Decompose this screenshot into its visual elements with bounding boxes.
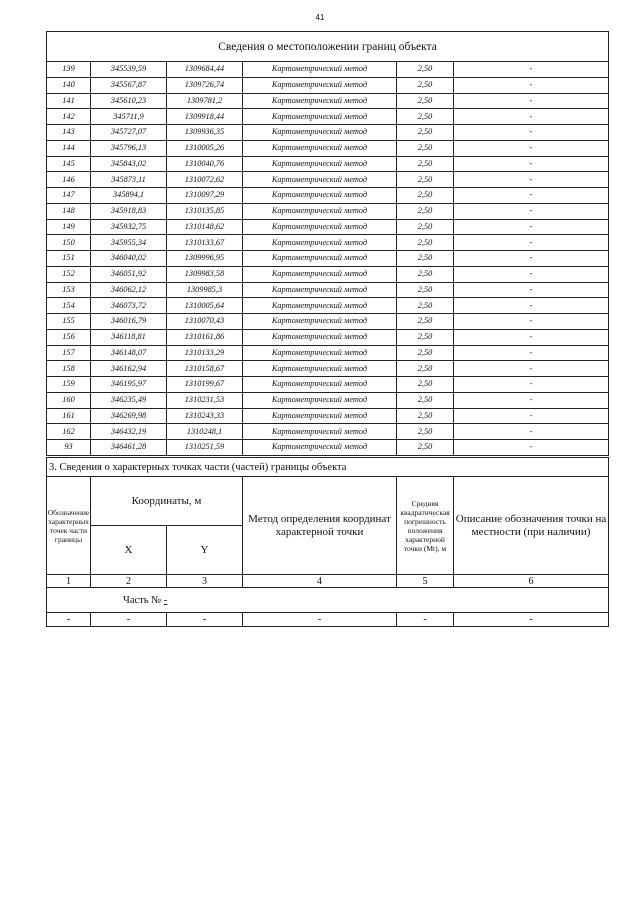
table-row — [47, 314, 609, 330]
method: Картометрический метод — [243, 361, 397, 377]
empty-cell: - — [91, 613, 167, 627]
mt-value: 2,50 — [397, 377, 454, 393]
coord-y: 1310133,29 — [167, 345, 243, 361]
method: Картометрический метод — [243, 235, 397, 251]
point-number: 151 — [47, 251, 91, 267]
method: Картометрический метод — [243, 62, 397, 78]
column-number: 2 — [91, 575, 167, 588]
method: Картометрический метод — [243, 392, 397, 408]
description: - — [454, 345, 609, 361]
column-number: 6 — [454, 575, 609, 588]
coord-x: 346235,49 — [91, 392, 167, 408]
page-number: 41 — [315, 13, 325, 22]
point-number: 142 — [47, 109, 91, 125]
coord-x: 345539,59 — [91, 62, 167, 78]
mt-value: 2,50 — [397, 172, 454, 188]
table-row — [47, 329, 609, 345]
point-number: 155 — [47, 314, 91, 330]
coord-y: 1310158,67 — [167, 361, 243, 377]
method: Картометрический метод — [243, 424, 397, 440]
description: - — [454, 140, 609, 156]
table-row — [47, 62, 609, 78]
coord-y: 1309985,3 — [167, 282, 243, 298]
description: - — [454, 235, 609, 251]
method: Картометрический метод — [243, 77, 397, 93]
table-row — [47, 219, 609, 235]
coord-y: 1309983,58 — [167, 266, 243, 282]
point-number: 156 — [47, 329, 91, 345]
table-row — [47, 77, 609, 93]
coord-y: 1309684,44 — [167, 62, 243, 78]
empty-cell: - — [167, 613, 243, 627]
table-row — [47, 298, 609, 314]
coord-x: 346269,98 — [91, 408, 167, 424]
header-coordinates: Координаты, м — [91, 477, 243, 526]
description: - — [454, 392, 609, 408]
part-value: - — [163, 594, 168, 606]
point-number: 145 — [47, 156, 91, 172]
method: Картометрический метод — [243, 314, 397, 330]
description: - — [454, 125, 609, 141]
coord-y: 1310135,85 — [167, 203, 243, 219]
method: Картометрический метод — [243, 345, 397, 361]
point-number: 159 — [47, 377, 91, 393]
method: Картометрический метод — [243, 282, 397, 298]
point-number: 144 — [47, 140, 91, 156]
mt-value: 2,50 — [397, 109, 454, 125]
description: - — [454, 219, 609, 235]
coord-y: 1310199,67 — [167, 377, 243, 393]
method: Картометрический метод — [243, 188, 397, 204]
coord-x: 345918,83 — [91, 203, 167, 219]
description: - — [454, 329, 609, 345]
method: Картометрический метод — [243, 156, 397, 172]
table-row — [47, 251, 609, 267]
mt-value: 2,50 — [397, 125, 454, 141]
description: - — [454, 298, 609, 314]
table-row — [47, 125, 609, 141]
coord-x: 345567,87 — [91, 77, 167, 93]
table-row — [47, 424, 609, 440]
header-x: X — [91, 526, 167, 575]
description: - — [454, 251, 609, 267]
column-number: 1 — [47, 575, 91, 588]
mt-value: 2,50 — [397, 93, 454, 109]
point-number: 148 — [47, 203, 91, 219]
point-number: 160 — [47, 392, 91, 408]
coord-x: 346062,12 — [91, 282, 167, 298]
coord-x: 346195,97 — [91, 377, 167, 393]
mt-value: 2,50 — [397, 440, 454, 456]
point-number: 161 — [47, 408, 91, 424]
coord-x: 346461,28 — [91, 440, 167, 456]
coord-x: 346118,81 — [91, 329, 167, 345]
coord-x: 345894,1 — [91, 188, 167, 204]
mt-value: 2,50 — [397, 424, 454, 440]
table-row — [47, 408, 609, 424]
table-row — [47, 203, 609, 219]
point-number: 139 — [47, 62, 91, 78]
column-number: 4 — [243, 575, 397, 588]
mt-value: 2,50 — [397, 62, 454, 78]
coord-x: 346148,07 — [91, 345, 167, 361]
mt-value: 2,50 — [397, 188, 454, 204]
coord-y: 1310005,26 — [167, 140, 243, 156]
description: - — [454, 440, 609, 456]
description: - — [454, 156, 609, 172]
description: - — [454, 109, 609, 125]
mt-value: 2,50 — [397, 235, 454, 251]
coord-y: 1309726,74 — [167, 77, 243, 93]
mt-value: 2,50 — [397, 314, 454, 330]
mt-value: 2,50 — [397, 203, 454, 219]
coord-x: 346040,02 — [91, 251, 167, 267]
method: Картометрический метод — [243, 440, 397, 456]
coord-x: 345711,9 — [91, 109, 167, 125]
description: - — [454, 361, 609, 377]
method: Картометрический метод — [243, 329, 397, 345]
coord-y: 1309996,95 — [167, 251, 243, 267]
table-row — [47, 188, 609, 204]
part-row — [47, 588, 609, 613]
description: - — [454, 424, 609, 440]
mt-value: 2,50 — [397, 219, 454, 235]
coord-x: 346016,79 — [91, 314, 167, 330]
coord-y: 1310040,76 — [167, 156, 243, 172]
description: - — [454, 282, 609, 298]
coord-y: 1310097,29 — [167, 188, 243, 204]
header-y: Y — [167, 526, 243, 575]
table-row — [47, 172, 609, 188]
coord-y: 1310133,67 — [167, 235, 243, 251]
coord-x: 346073,72 — [91, 298, 167, 314]
mt-value: 2,50 — [397, 329, 454, 345]
coord-y: 1310243,33 — [167, 408, 243, 424]
header-mt: Средняя квадратическая погрешность положения характерной точки (Mt), м — [397, 477, 454, 575]
point-number: 93 — [47, 440, 91, 456]
coord-y: 1310248,1 — [167, 424, 243, 440]
mt-value: 2,50 — [397, 392, 454, 408]
mt-value: 2,50 — [397, 140, 454, 156]
description: - — [454, 93, 609, 109]
part-points-table — [46, 457, 609, 627]
header-description: Описание обозначения точки на местности (при наличии) — [454, 477, 609, 575]
description: - — [454, 62, 609, 78]
mt-value: 2,50 — [397, 345, 454, 361]
coord-x: 345955,34 — [91, 235, 167, 251]
coord-y: 1310231,53 — [167, 392, 243, 408]
point-number: 152 — [47, 266, 91, 282]
mt-value: 2,50 — [397, 156, 454, 172]
method: Картометрический метод — [243, 93, 397, 109]
table-row — [47, 361, 609, 377]
section3-title: 3. Сведения о характерных точках части (частей) границы объекта — [47, 458, 609, 477]
section-title: Сведения о местоположении границ объекта — [47, 32, 609, 62]
method: Картометрический метод — [243, 298, 397, 314]
mt-value: 2,50 — [397, 266, 454, 282]
part-label: Часть № — [123, 594, 162, 606]
description: - — [454, 188, 609, 204]
description: - — [454, 266, 609, 282]
method: Картометрический метод — [243, 172, 397, 188]
coord-x: 345796,13 — [91, 140, 167, 156]
point-number: 140 — [47, 77, 91, 93]
table-row — [47, 440, 609, 456]
point-number: 149 — [47, 219, 91, 235]
coord-y: 1310072,62 — [167, 172, 243, 188]
description: - — [454, 203, 609, 219]
empty-cell: - — [243, 613, 397, 627]
point-number: 162 — [47, 424, 91, 440]
mt-value: 2,50 — [397, 77, 454, 93]
table-row — [47, 93, 609, 109]
table-row — [47, 109, 609, 125]
method: Картометрический метод — [243, 140, 397, 156]
coord-x: 345873,11 — [91, 172, 167, 188]
empty-cell: - — [397, 613, 454, 627]
table-row — [47, 235, 609, 251]
empty-cell: - — [47, 613, 91, 627]
method: Картометрический метод — [243, 377, 397, 393]
coord-y: 1310070,43 — [167, 314, 243, 330]
coord-x: 345727,07 — [91, 125, 167, 141]
method: Картометрический метод — [243, 203, 397, 219]
description: - — [454, 377, 609, 393]
mt-value: 2,50 — [397, 408, 454, 424]
description: - — [454, 314, 609, 330]
point-number: 141 — [47, 93, 91, 109]
header-method: Метод определения координат характерной точки — [243, 477, 397, 575]
method: Картометрический метод — [243, 219, 397, 235]
coord-y: 1309936,35 — [167, 125, 243, 141]
boundary-points-table — [46, 31, 609, 456]
mt-value: 2,50 — [397, 298, 454, 314]
table-row — [47, 377, 609, 393]
description: - — [454, 408, 609, 424]
point-number: 154 — [47, 298, 91, 314]
coord-y: 1310161,86 — [167, 329, 243, 345]
description: - — [454, 172, 609, 188]
coord-x: 345932,75 — [91, 219, 167, 235]
point-number: 146 — [47, 172, 91, 188]
coord-x: 346051,92 — [91, 266, 167, 282]
point-number: 158 — [47, 361, 91, 377]
point-number: 143 — [47, 125, 91, 141]
mt-value: 2,50 — [397, 282, 454, 298]
coord-x: 345843,02 — [91, 156, 167, 172]
mt-value: 2,50 — [397, 361, 454, 377]
column-number: 3 — [167, 575, 243, 588]
table-row — [47, 345, 609, 361]
point-number: 150 — [47, 235, 91, 251]
method: Картометрический метод — [243, 251, 397, 267]
table-row — [47, 392, 609, 408]
coord-y: 1309918,44 — [167, 109, 243, 125]
empty-cell: - — [454, 613, 609, 627]
table-row — [47, 140, 609, 156]
header-designation: Обозначение характерных точек части границы — [47, 477, 91, 575]
column-number: 5 — [397, 575, 454, 588]
method: Картометрический метод — [243, 408, 397, 424]
method: Картометрический метод — [243, 109, 397, 125]
description: - — [454, 77, 609, 93]
coord-x: 346432,19 — [91, 424, 167, 440]
table-row — [47, 156, 609, 172]
coord-y: 1310148,62 — [167, 219, 243, 235]
coord-x: 345610,23 — [91, 93, 167, 109]
point-number: 153 — [47, 282, 91, 298]
coord-x: 346162,94 — [91, 361, 167, 377]
point-number: 147 — [47, 188, 91, 204]
coord-y: 1310005,64 — [167, 298, 243, 314]
table-row — [47, 282, 609, 298]
point-number: 157 — [47, 345, 91, 361]
table-row — [47, 266, 609, 282]
mt-value: 2,50 — [397, 251, 454, 267]
coord-y: 1309781,2 — [167, 93, 243, 109]
method: Картометрический метод — [243, 125, 397, 141]
coord-y: 1310251,59 — [167, 440, 243, 456]
method: Картометрический метод — [243, 266, 397, 282]
